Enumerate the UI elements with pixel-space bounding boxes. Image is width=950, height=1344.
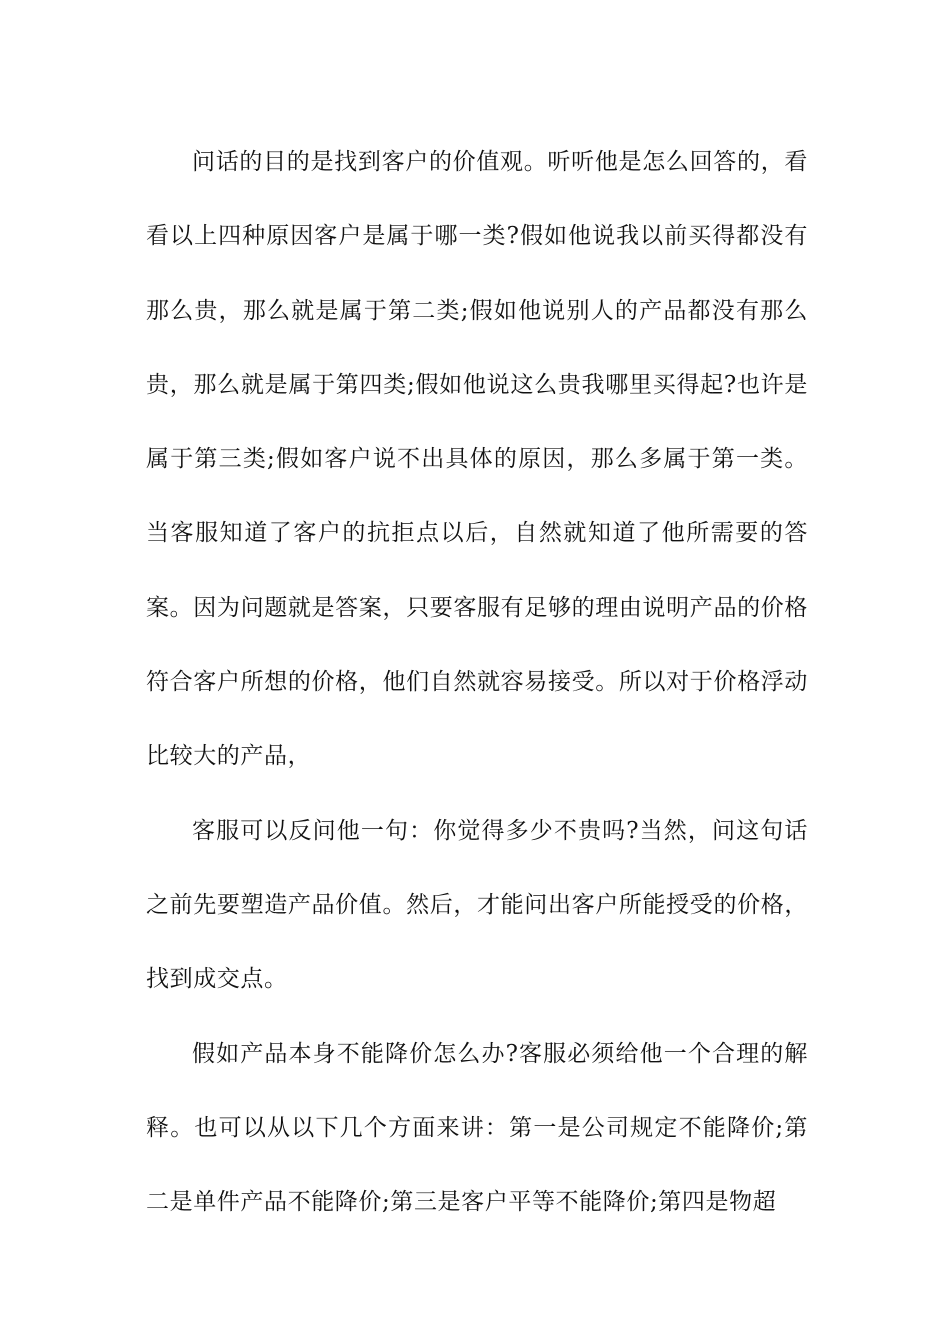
paragraph-3: 假如产品本身不能降价怎么办?客服必须给他一个合理的解释。也可以从以下几个方面来讲：第一是公司规定不能降价;第二是单件产品不能降价;第三是客户平等不能降价;第四是物超 [146, 1040, 808, 1216]
document-body [146, 125, 808, 1239]
paragraph-2: 客服可以反问他一句：你觉得多少不贵吗?当然，问这句话之前先要塑造产品价值。然后，才能问出客户所能授受的价格，找到成交点。 [146, 817, 808, 993]
paragraph-1: 问话的目的是找到客户的价值观。听听他是怎么回答的，看看以上四种原因客户是属于哪一类?假如他说我以前买得都没有那么贵，那么就是属于第二类;假如他说别人的产品都没有那么贵，那么就是属于第四类;假如他说这么贵我哪里买得起?也许是属于第三类;假如客户说不出具体的原因，那么多属于第一类。当客服知道了客户的抗拒点以后，自然就知道了他所需要的答案。因为问题就是答案，只要客服有足够的理由说明产品的价格符合客户所想的价格，他们自然就容易接受。所以对于价格浮动比较大的产品， [146, 149, 808, 770]
